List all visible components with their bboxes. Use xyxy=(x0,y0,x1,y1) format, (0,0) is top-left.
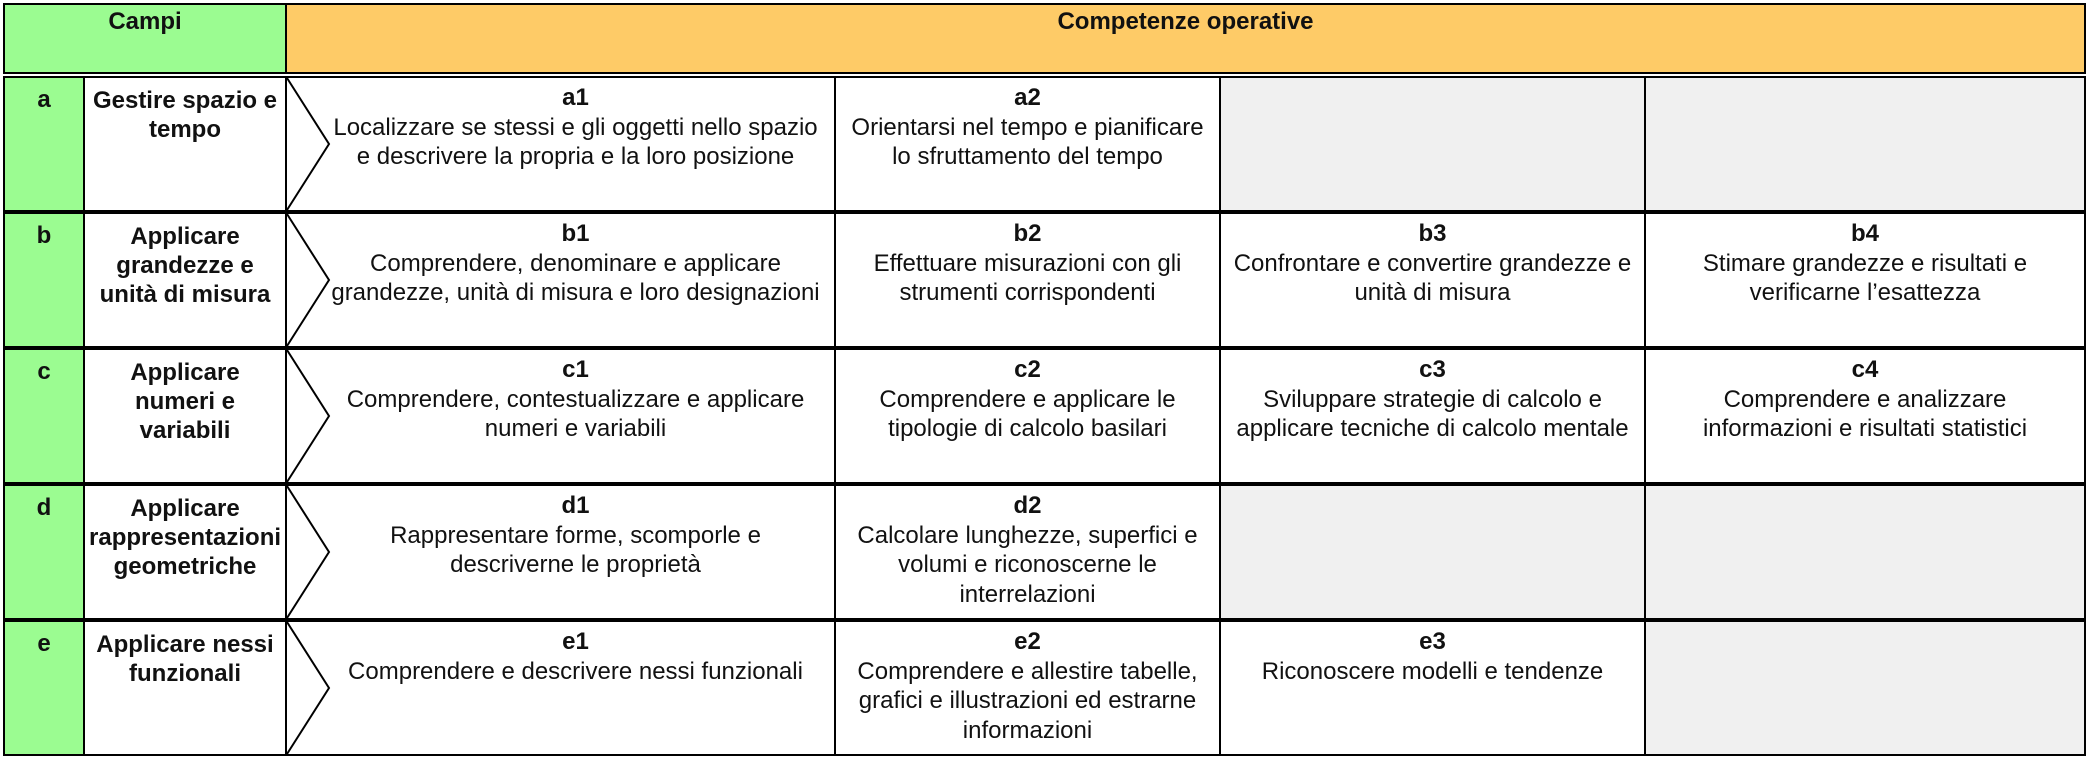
competence-code: a2 xyxy=(1014,84,1041,111)
competence-code: e1 xyxy=(562,628,589,655)
empty-cell xyxy=(1644,620,2086,756)
header-competenze: Competenze operative xyxy=(285,3,2086,74)
row-letter: c xyxy=(3,348,85,484)
competence-code: d2 xyxy=(1013,492,1042,519)
competence-code: b4 xyxy=(1850,220,1879,247)
competence-cell xyxy=(1219,620,1646,756)
competence-cell xyxy=(834,76,1221,212)
row-letter: a xyxy=(3,76,85,212)
competence-text: Effettuare misurazioni con gli strumenti corrispondenti xyxy=(873,249,1182,306)
competence-text: Stimare grandezze e risultati e verificarne l’esattezza xyxy=(1702,249,2028,306)
competence-cell xyxy=(1644,212,2086,348)
competence-cell xyxy=(1219,348,1646,484)
competence-cell xyxy=(285,348,836,484)
competence-cell xyxy=(1644,348,2086,484)
competence-cell xyxy=(285,484,836,620)
empty-cell xyxy=(1219,76,1646,212)
field-name: Applicare nessi funzionali xyxy=(83,620,287,756)
field-name: Applicare grandezze e unità di misura xyxy=(83,212,287,348)
row-letter: b xyxy=(3,212,85,348)
competence-text: Calcolare lunghezze, superfici e volumi e riconoscerne le interrelazioni xyxy=(857,521,1198,608)
competence-cell xyxy=(285,212,836,348)
competence-text: Comprendere e allestire tabelle, grafici e illustrazioni ed estrarne informazioni xyxy=(857,657,1198,744)
competence-text: Confrontare e convertire grandezze e unità di misura xyxy=(1233,249,1632,306)
table-row xyxy=(3,76,2086,212)
row-letter: e xyxy=(3,620,85,756)
competence-cell xyxy=(834,484,1221,620)
competence-code: c2 xyxy=(1014,356,1041,383)
table-row xyxy=(3,484,2086,620)
field-name: Applicare numeri e variabili xyxy=(83,348,287,484)
competence-text: Comprendere e descrivere nessi funzionali xyxy=(348,657,803,685)
header-campi: Campi xyxy=(3,3,287,74)
competence-text: Sviluppare strategie di calcolo e applicare tecniche di calcolo mentale xyxy=(1236,385,1629,442)
row-letter: d xyxy=(3,484,85,620)
competence-cell xyxy=(834,348,1221,484)
competence-cell xyxy=(285,620,836,756)
table-row xyxy=(3,348,2086,484)
competence-code: c1 xyxy=(562,356,589,383)
competence-text: Rappresentare forme, scomporle e descriverne le proprietà xyxy=(390,521,761,578)
competence-text: Comprendere e analizzare informazioni e risultati statistici xyxy=(1702,385,2028,442)
competence-text: Orientarsi nel tempo e pianificare lo sfruttamento del tempo xyxy=(851,113,1204,170)
competence-code: e3 xyxy=(1419,628,1446,655)
competence-cell xyxy=(834,620,1221,756)
field-name: Applicare rappresentazioni geometriche xyxy=(83,484,287,620)
competence-cell xyxy=(834,212,1221,348)
competence-code: c4 xyxy=(1851,356,1879,383)
competence-code: b3 xyxy=(1418,220,1447,247)
competence-text: Comprendere, contestualizzare e applicare numeri e variabili xyxy=(346,385,805,442)
competence-text: Riconoscere modelli e tendenze xyxy=(1261,657,1604,685)
competence-code: b2 xyxy=(1013,220,1042,247)
competence-cell xyxy=(1219,212,1646,348)
competence-text: Localizzare se stessi e gli oggetti nello spazio e descrivere la propria e la loro posizione xyxy=(333,113,818,170)
table-row xyxy=(3,620,2086,756)
competence-cell xyxy=(285,76,836,212)
competence-code: d1 xyxy=(561,492,590,519)
competence-code: a1 xyxy=(562,84,589,111)
competence-code: b1 xyxy=(561,220,590,247)
table-row xyxy=(3,212,2086,348)
competence-text: Comprendere e applicare le tipologie di calcolo basilari xyxy=(879,385,1176,442)
field-name: Gestire spazio e tempo xyxy=(83,76,287,212)
empty-cell xyxy=(1644,484,2086,620)
empty-cell xyxy=(1644,76,2086,212)
competence-text: Comprendere, denominare e applicare grandezze, unità di misura e loro designazioni xyxy=(331,249,820,306)
competence-code: c3 xyxy=(1419,356,1446,383)
empty-cell xyxy=(1219,484,1646,620)
competence-code: e2 xyxy=(1014,628,1041,655)
